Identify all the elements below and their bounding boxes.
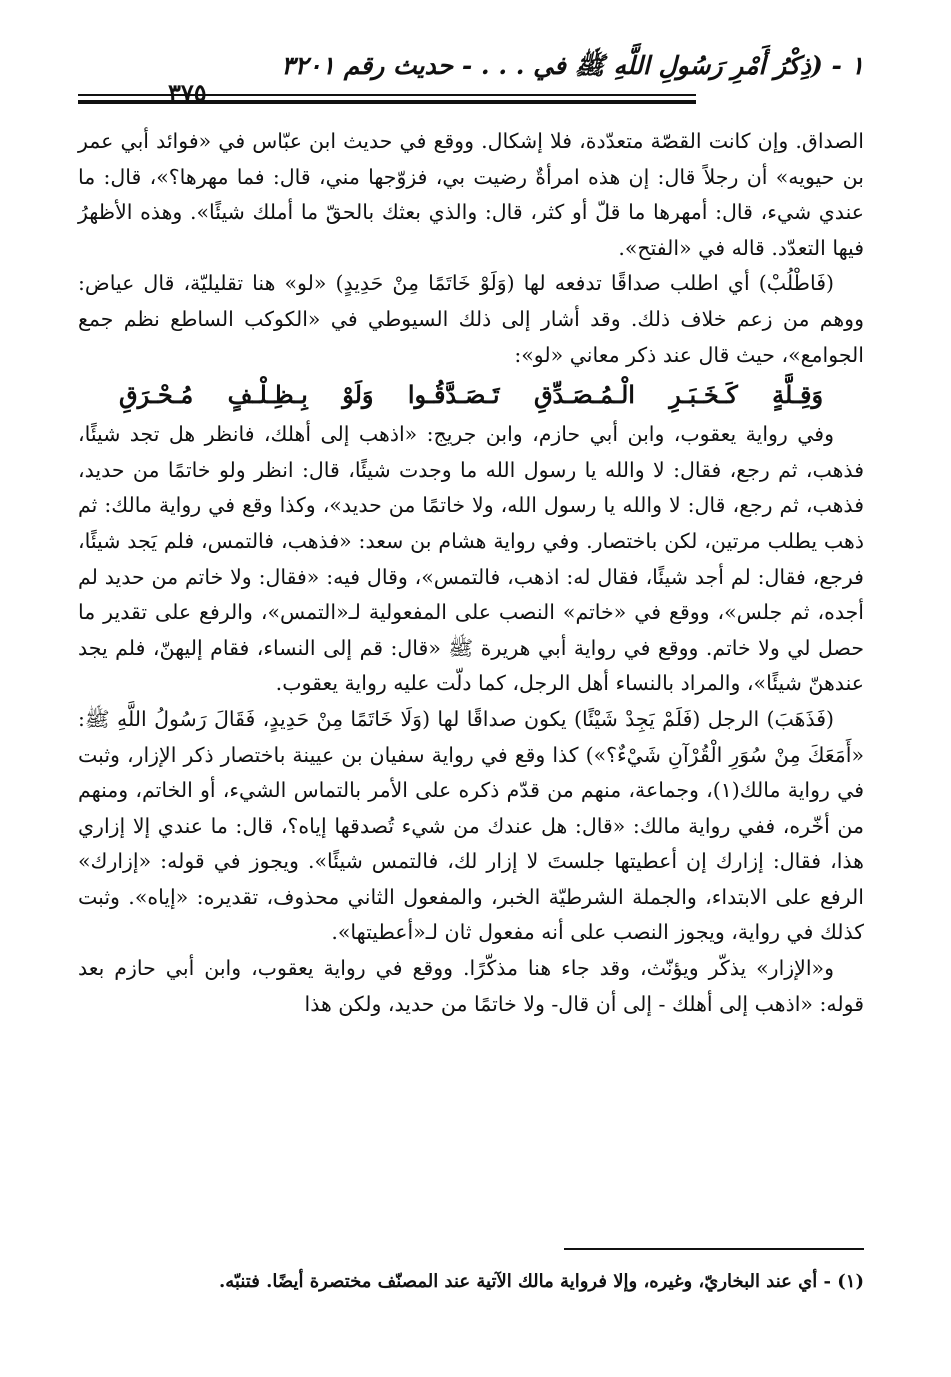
page-number-rule-thick [78,100,158,104]
paragraph-3: وفي رواية يعقوب، وابن أبي حازم، وابن جريج: «اذهب إلى أهلك، فانظر هل تجد شيئًا، فذهب، ثم رجع، فقال: لا والله يا رسول الله ما وجدت شيئًا، قال: انظر ولو خاتمًا من حديد، فذهب، ثم رجع، قال: لا والله يا رسول الله، ولا خاتمًا من حديد»، وكذا وقع في رواية مالك: ثم ذهب يطلب مرتين، لكن باختصار. وفي رواية هشام بن سعد: «فذهب، فالتمس، فلم يَجد شيئًا، فرجع، فقال: لم أجد شيئًا، فقال له: اذهب، فالتمس»، وقال فيه: «فقال: ولا خاتم من حديد لم أجده، ثم جلس»، ووقع في «خاتم» النصب على المفعولية لـ«التمس»، والرفع على تقدير ما حصل لي ولا خاتم. ووقع في رواية أبي هريرة ﷺ «قال: قم إلى النساء، فقام إليهنّ، فلم يجد عندهنّ شيئًا»، والمراد بالنساء أهل الرجل، كما دلّت عليه رواية يعقوب. [78,422,864,696]
footnote: (١) - أي عند البخاريّ، وغيره، وإلا فرواية مالك الآتية عند المصنّف مختصرة أيضًا. فتنبّه. [219,1271,864,1292]
header-title: ١ - (ذِكْرُ أَمْرِ رَسُولِ اللَّهِ ﷺ في . . . - حديث رقم ٣٢٠١ [281,51,864,80]
page-number-rule [78,94,158,96]
paragraph-2: (فَاطْلُبْ) أي اطلب صداقًا تدفعه لها (وَلَوْ خَاتَمًا مِنْ حَدِيدٍ) «لو» هنا تقليليّة، قال عياض: ووهم من زعم خلاف ذلك. وقد أشار إلى ذلك السيوطي في «الكوكب الساطع نظم جمع الجوامع»، حيث قال عند ذكر معاني «لو»: [78,271,864,367]
paragraph-5: و«الإزار» يذكّر ويؤنّث، وقد جاء هنا مذكّرًا. ووقع في رواية يعقوب، وابن أبي حازم بعد قوله: «اذهب إلى أهلك - إلى أن قال- ولا خاتمًا من حديد، ولكن هذا [78,956,864,1016]
page-number: ٣٧٥ [168,78,207,107]
paragraph-4: (فَذَهَبَ) الرجل (فَلَمْ يَجِدْ شَيْئًا) يكون صداقًا لها (وَلَا خَاتَمًا مِنْ حَدِيدٍ، فَقَالَ رَسُولُ اللَّهِ ﷺ: «أَمَعَكَ مِنْ سُوَرِ الْقُرْآنِ شَيْءٌ؟») كذا وقع في رواية سفيان بن عيينة باختصار ذكر الإزار، وثبت في رواية مالك(١)، وجماعة، منهم من قدّم ذكره على الأمر بالتماس الشيء، أو الخاتم، ومنهم من أخّره، ففي رواية مالك: «قال: هل عندك من شيء تُصدقها إياه؟، قال: ما عندي إلا إزاري هذا، فقال: إزارك إن أعطيتها جلستَ لا إزار لك، فالتمس شيئًا». ويجوز في قوله: «إزارك» الرفع على الابتداء، والجملة الشرطيّة الخبر، والمفعول الثاني محذوف، تقديره: «إياه». وثبت كذلك في رواية، ويجوز النصب على أنه مفعول ثان لـ«أعطيتها». [78,706,865,945]
body-text [78,124,864,1022]
poem-verse: وَقِـلَّةٍ كَـخَـبَـرِ الْـمُـصَـدِّقِ تَـصَـدَّقُـوا وَلَوْ بِـظِـلْـفٍ مُـحْـرَقِ [118,380,824,410]
page [78,44,864,1344]
running-header [78,44,864,107]
footnote-rule [564,1248,864,1250]
paragraph-1: الصداق. وإن كانت القصّة متعدّدة، فلا إشكال. ووقع في حديث ابن عبّاس في «فوائد أبي عمر بن حيويه» أن رجلاً قال: إن هذه امرأةٌ رضيت بي، فزوّجها مني، قال: فما مهرها؟»، قال: ما عندي شيء، قال: أمهرها ما قلّ أو كثر، قال: والذي بعثك بالحقّ ما أملك شيئًا». وهذه الأظهرُ فيها التعدّد. قاله في «الفتح». [78,129,864,260]
